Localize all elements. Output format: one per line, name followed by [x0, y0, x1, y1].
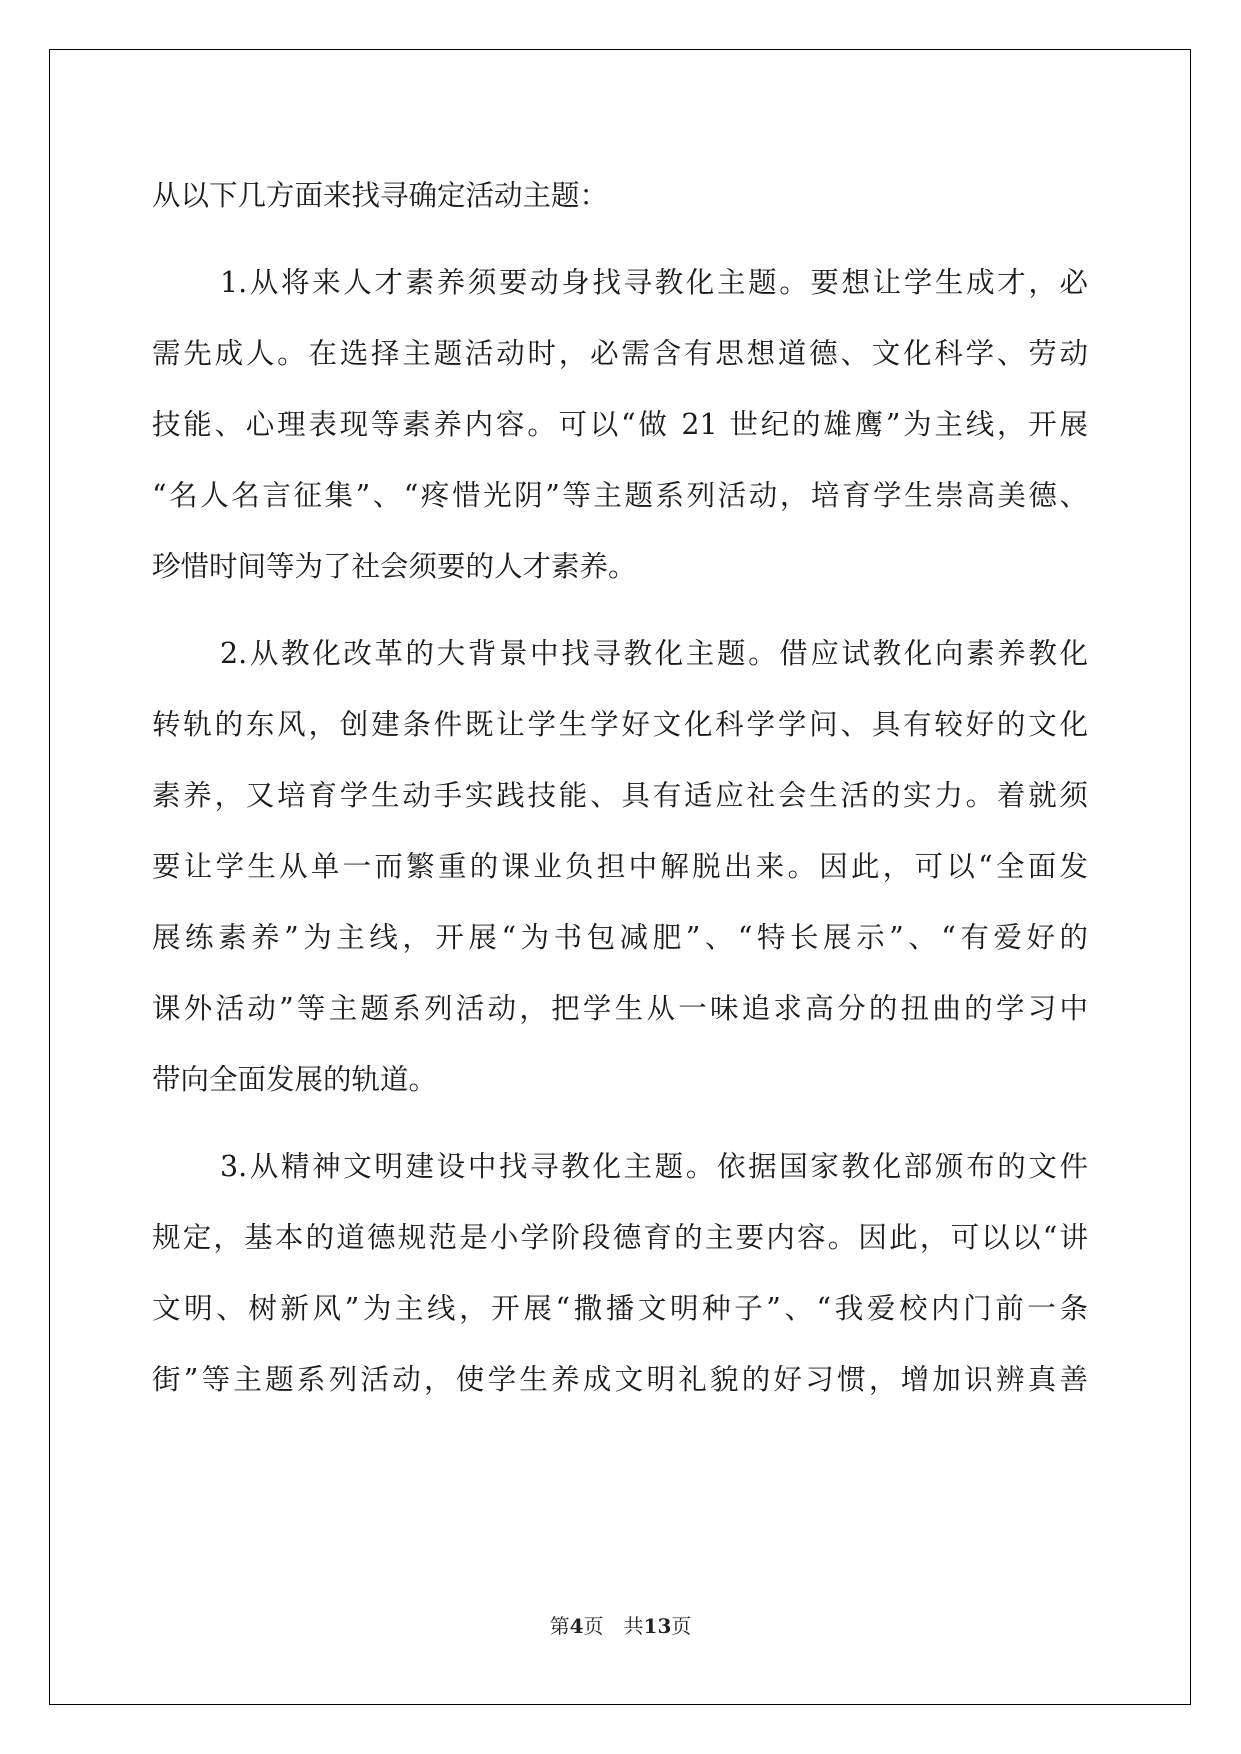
paragraph-2-line-4: 要让学生从单一而繁重的课业负担中解脱出来。因此，可以“全面发: [152, 850, 1088, 883]
paragraph-gap: [152, 231, 1088, 247]
paragraph-2-line-3: 素养，又培育学生动手实践技能、具有适应社会生活的实力。着就须: [152, 779, 1088, 812]
paragraph-1-line-2: 需先成人。在选择主题活动时，必需含有思想道德、文化科学、劳动: [152, 337, 1088, 370]
paragraph-2-line-5: 展练素养”为主线，开展“为书包减肥”、“特长展示”、“有爱好的: [152, 921, 1088, 954]
intro-line: 从以下几方面来找寻确定活动主题：: [152, 179, 609, 212]
paragraph-1-line-4: “名人名言征集”、“疼惜光阴”等主题系列活动，培育学生崇高美德、: [152, 479, 1088, 512]
page-number: 4: [569, 1614, 584, 1638]
total-prefix: 共: [623, 1614, 644, 1638]
paragraph-3-line-1: 3.从精神文明建设中找寻教化主题。依据国家教化部颁布的文件: [220, 1150, 1088, 1183]
paragraph-2-line-6: 课外活动”等主题系列活动，把学生从一味追求高分的扭曲的学习中: [152, 992, 1088, 1025]
paragraph-2-line-7: 带向全面发展的轨道。: [152, 1063, 438, 1096]
total-suffix: 页: [671, 1614, 692, 1638]
page-suffix: 页: [583, 1614, 604, 1638]
paragraph-1-line-3: 技能、心理表现等素养内容。可以“做 21 世纪的雄鹰”为主线，开展: [152, 408, 1088, 441]
page-footer: [0, 1610, 1241, 1639]
page-prefix: 第: [549, 1614, 570, 1638]
paragraph-3-line-3: 文明、树新风”为主线，开展“撒播文明种子”、“我爱校内门前一条: [152, 1292, 1088, 1325]
paragraph-2-line-1: 2.从教化改革的大背景中找寻教化主题。借应试教化向素养教化: [220, 637, 1088, 670]
paragraph-gap: [152, 1115, 1088, 1131]
paragraph-gap: [152, 602, 1088, 618]
paragraph-1-line-5: 珍惜时间等为了社会须要的人才素养。: [152, 550, 637, 583]
document-body: [152, 160, 1088, 1415]
paragraph-2-line-2: 转轨的东风，创建条件既让学生学好文化科学学问、具有较好的文化: [152, 708, 1088, 741]
paragraph-3-line-2: 规定，基本的道德规范是小学阶段德育的主要内容。因此，可以以“讲: [152, 1221, 1088, 1254]
paragraph-1-line-1: 1.从将来人才素养须要动身找寻教化主题。要想让学生成才，必: [220, 266, 1088, 299]
total-pages: 13: [643, 1614, 672, 1638]
paragraph-3-line-4: 街”等主题系列活动，使学生养成文明礼貌的好习惯，增加识辨真善: [152, 1363, 1088, 1396]
